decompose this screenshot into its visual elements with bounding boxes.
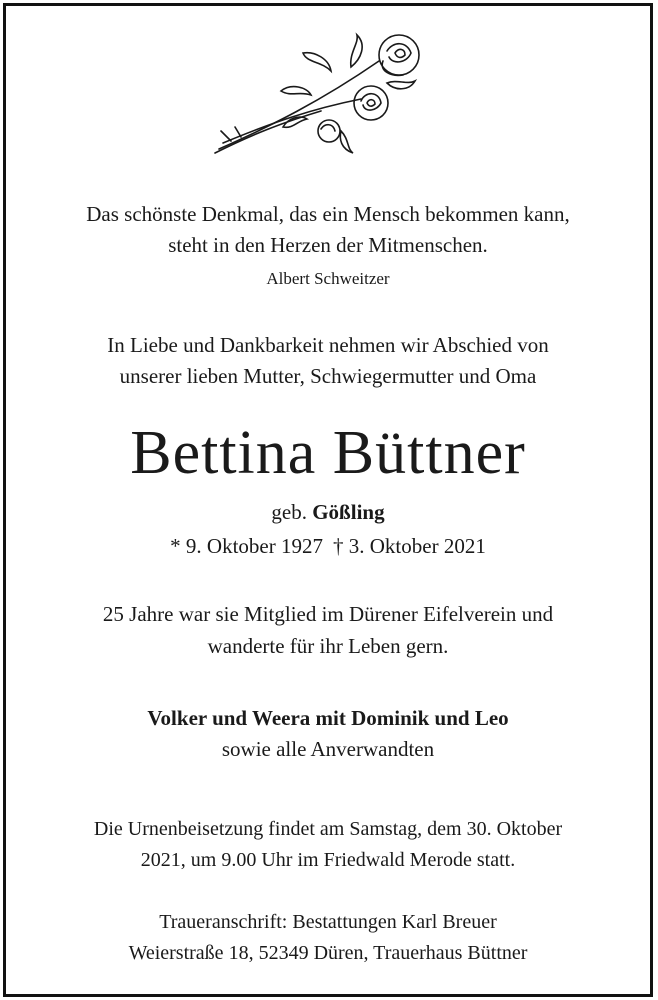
mourners-bold: Volker und Weera mit Dominik und Leo [147,706,509,730]
quote-line-1: Das schönste Denkmal, das ein Mensch bekommen kann, [86,202,570,226]
obituary-notice [3,3,653,997]
birth-date: * 9. Oktober 1927 [170,534,323,558]
maiden-name: Gößling [312,500,385,524]
rose-icon [211,31,441,156]
quote-author: Albert Schweitzer [266,269,390,288]
burial-line-1: Die Urnenbeisetzung findet am Samstag, dem 30. Oktober [93,818,563,840]
tribute-line-1: 25 Jahre war sie Mitglied im Dürener Eifelverein und [102,602,554,626]
death-date: † 3. Oktober 2021 [333,534,486,558]
intro-line-2: unserer lieben Mutter, Schwiegermutter und Oma [119,364,537,388]
burial-line-2: 2021, um 9.00 Uhr im Friedwald Merode statt. [140,849,516,871]
address-line-2: Weierstraße 18, 52349 Düren, Trauerhaus Büttner [128,942,528,964]
mourners-others: sowie alle Anverwandten [221,737,435,761]
intro-line-1: In Liebe und Dankbarkeit nehmen wir Abschied von [107,333,549,357]
quote-line-2: steht in den Herzen der Mitmenschen. [168,233,488,257]
tribute-line-2: wanderte für ihr Leben gern. [207,634,449,658]
address-line-1: Traueranschrift: Bestattungen Karl Breuer [159,911,497,933]
life-dates [6,534,650,559]
deceased-name: Bettina Büttner [130,419,526,487]
born-prefix: geb. [271,500,307,524]
birth-name [6,500,650,525]
mourners-names [6,706,650,731]
